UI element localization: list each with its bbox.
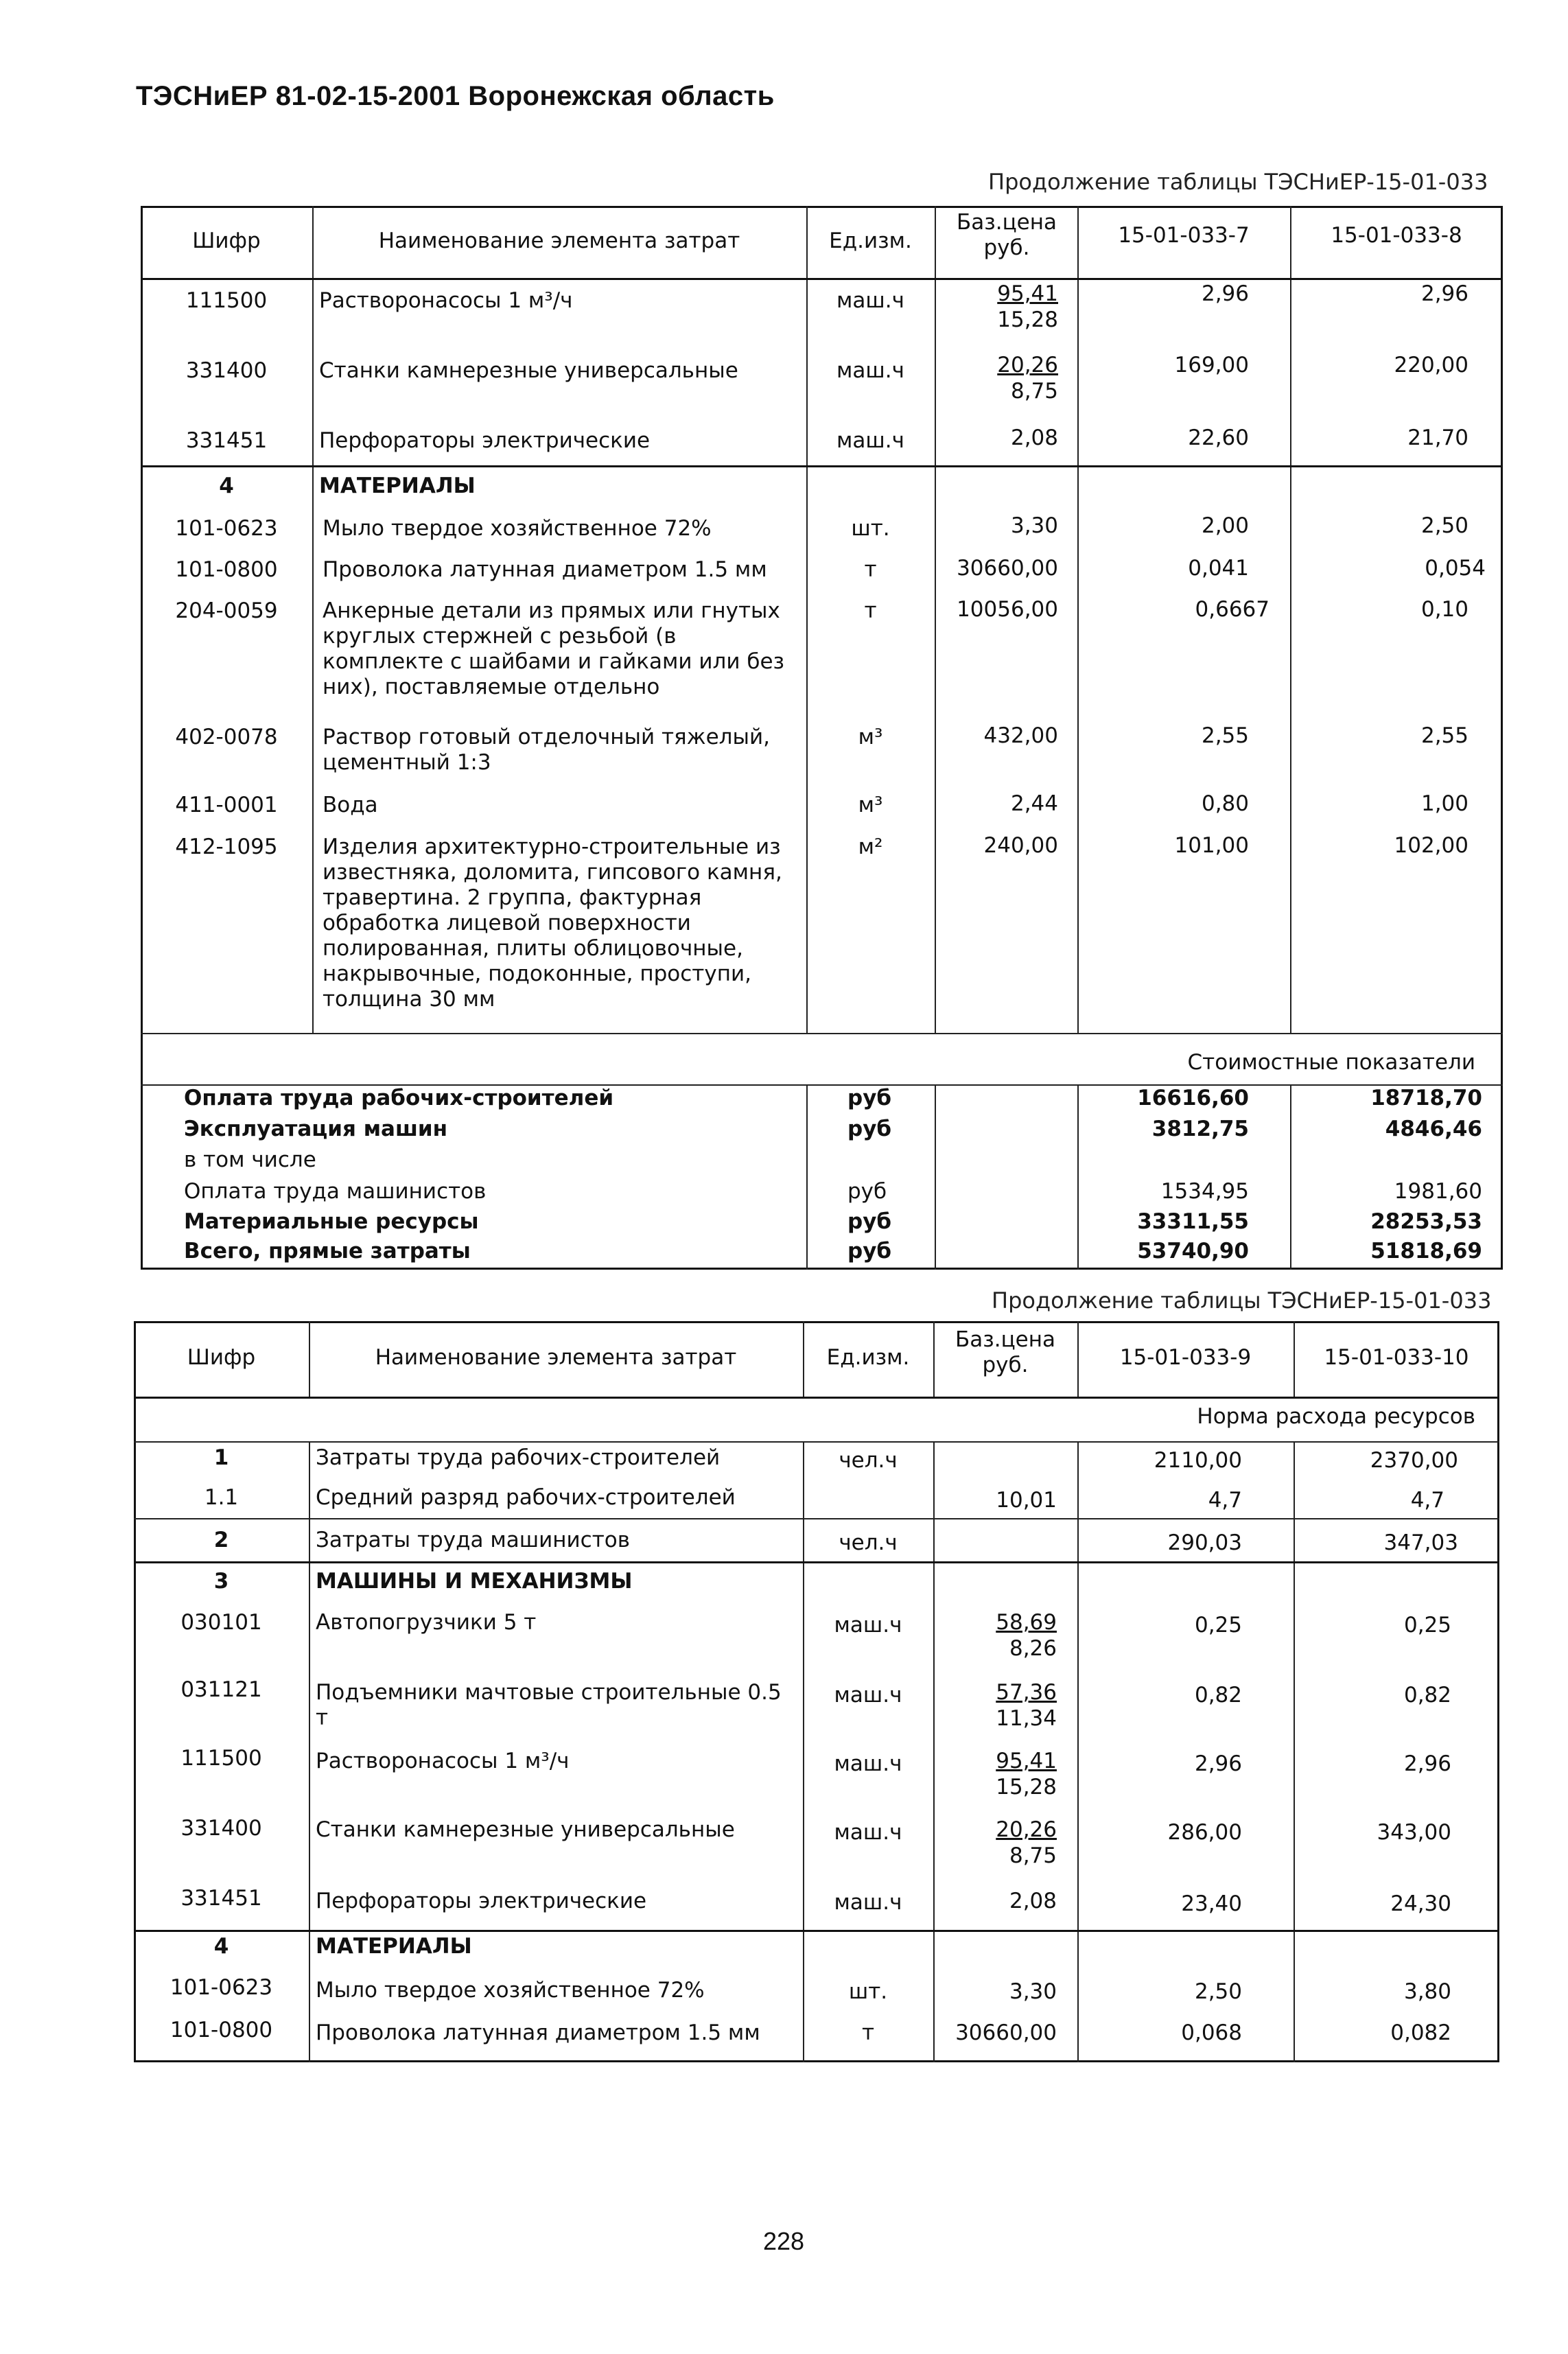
row-price: 20,26 xyxy=(996,1817,1057,1842)
row-value-b: 24,30 xyxy=(1390,1891,1451,1916)
row-value-a: 286,00 xyxy=(1167,1820,1242,1845)
row-unit: м² xyxy=(858,835,883,859)
row-value-a: 169,00 xyxy=(1174,353,1249,377)
row-value-b: 0,10 xyxy=(1420,597,1468,622)
row-price: 2,44 xyxy=(1010,791,1058,816)
row-price-salary: 8,26 xyxy=(1009,1636,1057,1661)
row-unit: маш.ч xyxy=(834,1751,902,1776)
cost-unit: руб xyxy=(847,1117,892,1141)
row-price: 30660,00 xyxy=(955,2020,1057,2045)
row-code: 111500 xyxy=(185,288,268,313)
cost-unit: руб xyxy=(847,1179,887,1204)
table2-header-code: Шифр xyxy=(187,1345,256,1370)
row-name: Мыло твердое хозяйственное 72% xyxy=(316,1978,705,2003)
row-code: 331400 xyxy=(180,1816,262,1841)
row-value-b: 2370,00 xyxy=(1370,1448,1458,1473)
table2-section-line xyxy=(134,1930,1499,1932)
row-price: 57,36 xyxy=(996,1680,1057,1705)
cost-value-b: 18718,70 xyxy=(1370,1086,1482,1110)
row-value-a: 0,068 xyxy=(1181,2020,1242,2045)
cost-label: Оплата труда рабочих-строителей xyxy=(184,1086,614,1110)
section-code: 4 xyxy=(219,474,234,498)
row-value-b: 0,054 xyxy=(1425,556,1486,581)
section-code: 4 xyxy=(213,1934,229,1959)
row-value-b: 0,82 xyxy=(1403,1683,1451,1708)
row-value-a: 2,96 xyxy=(1201,281,1249,306)
row-code: 402-0078 xyxy=(175,725,278,749)
row-value-b: 220,00 xyxy=(1394,353,1468,377)
row-unit: маш.ч xyxy=(834,1890,902,1915)
row-unit: т xyxy=(864,598,877,623)
row-unit: м³ xyxy=(858,725,883,749)
row-name: Средний разряд рабочих-строителей xyxy=(316,1485,736,1510)
row-value-b: 0,082 xyxy=(1390,2020,1451,2045)
row-name: Вода xyxy=(323,793,378,817)
row-value-b: 4,7 xyxy=(1410,1488,1444,1513)
row-unit: чел.ч xyxy=(839,1530,898,1555)
row-price: 58,69 xyxy=(996,1610,1057,1635)
row-unit: м³ xyxy=(858,793,883,817)
row-code: 331451 xyxy=(180,1886,262,1911)
cost-value-a: 16616,60 xyxy=(1137,1086,1249,1110)
row-unit: маш.ч xyxy=(836,358,904,383)
table1-header-line xyxy=(141,278,1503,280)
row-name: Перфораторы электрические xyxy=(316,1889,647,1913)
table1-continuation-label: Продолжение таблицы ТЭСНиЕР-15-01-033 xyxy=(988,169,1488,195)
row-value-b: 2,96 xyxy=(1403,1751,1451,1776)
row-price: 95,41 xyxy=(997,281,1058,306)
cost-unit: руб xyxy=(847,1086,892,1110)
cost-section-header: Стоимостные показатели xyxy=(1187,1050,1475,1075)
row-price-salary: 8,75 xyxy=(1009,1843,1057,1868)
row-unit: маш.ч xyxy=(836,428,904,453)
row-name: Мыло твердое хозяйственное 72% xyxy=(323,516,712,541)
row-value-a: 0,82 xyxy=(1194,1683,1242,1708)
row-code: 331400 xyxy=(185,358,268,383)
row-name: Станки камнерезные универсальные xyxy=(316,1817,735,1842)
row-value-b: 2,50 xyxy=(1420,513,1468,538)
norm-section-header: Норма расхода ресурсов xyxy=(1197,1404,1475,1429)
table2-continuation-label: Продолжение таблицы ТЭСНиЕР-15-01-033 xyxy=(992,1287,1492,1314)
row-price: 20,26 xyxy=(997,353,1058,377)
row-unit: т xyxy=(861,2020,875,2045)
row-name: Автопогрузчики 5 т xyxy=(316,1610,537,1635)
row-code: 030101 xyxy=(180,1610,262,1635)
section-title: МАШИНЫ И МЕХАНИЗМЫ xyxy=(316,1569,633,1594)
row-name: Станки камнерезные универсальные xyxy=(319,358,738,383)
row-name: Проволока латунная диаметром 1.5 мм xyxy=(323,557,767,582)
table1-header-col-a: 15-01-033-7 xyxy=(1118,223,1250,248)
row-unit: шт. xyxy=(848,1979,888,2004)
table2-line xyxy=(134,1518,1499,1519)
row-value-a: 2,50 xyxy=(1194,1979,1242,2004)
row-value-b: 0,25 xyxy=(1403,1613,1451,1638)
table1-line xyxy=(141,1033,1503,1034)
table2-header-col-a: 15-01-033-9 xyxy=(1119,1345,1252,1370)
cost-value-a: 53740,90 xyxy=(1137,1239,1249,1263)
section-code: 3 xyxy=(213,1569,229,1594)
row-code: 101-0800 xyxy=(175,557,278,582)
row-price: 240,00 xyxy=(983,833,1058,858)
cost-value-b: 28253,53 xyxy=(1370,1209,1482,1234)
cost-value-a: 1534,95 xyxy=(1160,1179,1249,1204)
row-code: 031121 xyxy=(180,1677,262,1702)
row-code: 101-0623 xyxy=(175,516,278,541)
row-value-a: 4,7 xyxy=(1208,1488,1242,1513)
table2-header-col-b: 15-01-033-10 xyxy=(1324,1345,1469,1370)
row-name: Раствор готовый отделочный тяжелый, цементный 1:3 xyxy=(323,725,770,775)
row-name: Затраты труда рабочих-строителей xyxy=(316,1445,721,1470)
table1-col-line xyxy=(935,206,936,1033)
row-value-a: 0,041 xyxy=(1188,556,1249,581)
table2-line xyxy=(134,1441,1499,1443)
table2-col-line xyxy=(933,1441,935,2062)
table1-col-line xyxy=(312,206,314,1033)
row-code: 412-1095 xyxy=(175,835,278,859)
row-code: 331451 xyxy=(185,428,268,453)
row-name: Изделия архитектурно-строительные из известняка, доломита, гипсового камня, травертина. 2 группа, фактурная обработка лицевой поверхности полированная, плиты облицовочные, накрывочные, подоконные, проступи, толщина 30 мм xyxy=(323,835,782,1012)
row-value-b: 21,70 xyxy=(1407,426,1468,450)
row-value-b: 1,00 xyxy=(1420,791,1468,816)
row-value-b: 2,96 xyxy=(1420,281,1468,306)
row-code: 2 xyxy=(213,1528,229,1552)
row-name: Затраты труда машинистов xyxy=(316,1528,631,1552)
row-code: 1 xyxy=(213,1445,229,1470)
row-price: 10,01 xyxy=(996,1488,1057,1513)
row-unit: маш.ч xyxy=(834,1820,902,1845)
row-value-a: 2110,00 xyxy=(1154,1448,1242,1473)
cost-label: Материальные ресурсы xyxy=(184,1209,479,1234)
table2-header-name: Наименование элемента затрат xyxy=(375,1345,737,1370)
row-code: 1.1 xyxy=(204,1485,239,1510)
row-name: Перфораторы электрические xyxy=(319,428,651,453)
table1-section-line xyxy=(141,465,1503,467)
row-price: 2,08 xyxy=(1010,426,1058,450)
row-value-a: 0,6667 xyxy=(1195,597,1269,622)
row-value-a: 0,25 xyxy=(1194,1613,1242,1638)
row-value-b: 2,55 xyxy=(1420,723,1468,748)
table2-header-line xyxy=(134,1397,1499,1399)
row-price: 2,08 xyxy=(1009,1889,1057,1913)
row-price: 10056,00 xyxy=(957,597,1058,622)
row-code: 411-0001 xyxy=(175,793,278,817)
row-value-a: 23,40 xyxy=(1181,1891,1242,1916)
row-name: Подъемники мачтовые строительные 0.5 т xyxy=(316,1680,782,1730)
row-value-a: 22,60 xyxy=(1188,426,1249,450)
cost-label: Оплата труда машинистов xyxy=(184,1179,487,1204)
row-price: 432,00 xyxy=(983,723,1058,748)
section-title: МАТЕРИАЛЫ xyxy=(319,474,476,498)
table1-header-unit: Ед.изм. xyxy=(829,229,912,253)
row-price: 3,30 xyxy=(1009,1979,1057,2004)
row-unit: чел.ч xyxy=(839,1448,898,1473)
row-price: 30660,00 xyxy=(957,556,1058,581)
row-name: Растворонасосы 1 м³/ч xyxy=(316,1749,570,1773)
row-price-salary: 15,28 xyxy=(997,307,1058,332)
table2-col-line xyxy=(309,1441,310,2062)
table2-section-line xyxy=(134,1561,1499,1563)
table2-header-unit: Ед.изм. xyxy=(826,1345,910,1370)
page-number: 228 xyxy=(762,2227,805,2255)
row-code: 101-0800 xyxy=(169,2018,273,2042)
table1-header-price: Баз.цена руб. xyxy=(956,210,1057,260)
cost-unit: руб xyxy=(847,1239,892,1263)
row-code: 101-0623 xyxy=(169,1975,273,2000)
cost-label: в том числе xyxy=(184,1147,316,1172)
table1-header-name: Наименование элемента затрат xyxy=(378,229,740,253)
cost-value-b: 51818,69 xyxy=(1370,1239,1482,1263)
cost-value-b: 1981,60 xyxy=(1394,1179,1482,1204)
row-value-b: 343,00 xyxy=(1377,1820,1451,1845)
row-price-salary: 15,28 xyxy=(996,1775,1057,1799)
table2-header-price: Баз.цена руб. xyxy=(955,1327,1056,1377)
row-name: Растворонасосы 1 м³/ч xyxy=(319,288,573,313)
cost-value-a: 3812,75 xyxy=(1151,1117,1249,1141)
row-unit: маш.ч xyxy=(836,288,904,313)
row-value-a: 2,00 xyxy=(1201,513,1249,538)
row-value-a: 290,03 xyxy=(1167,1530,1242,1555)
row-name: Анкерные детали из прямых или гнутых круглых стержней с резьбой (в комплекте с шайбами и гайками или без них), поставляемые отдельно xyxy=(323,598,785,699)
table1-header-code: Шифр xyxy=(192,229,261,253)
row-price: 3,30 xyxy=(1010,513,1058,538)
cost-value-b: 4846,46 xyxy=(1385,1117,1482,1141)
section-title: МАТЕРИАЛЫ xyxy=(316,1934,472,1959)
row-value-b: 3,80 xyxy=(1403,1979,1451,2004)
row-price: 95,41 xyxy=(996,1749,1057,1773)
table2-col-line xyxy=(933,1321,935,1397)
cost-value-a: 33311,55 xyxy=(1137,1209,1249,1234)
row-value-b: 102,00 xyxy=(1394,833,1468,858)
table1-header-col-b: 15-01-033-8 xyxy=(1331,223,1462,248)
row-unit: шт. xyxy=(851,516,890,541)
document-title: ТЭСНиЕР 81-02-15-2001 Воронежская область xyxy=(136,81,775,111)
table1-col-line xyxy=(935,1084,936,1270)
row-unit: маш.ч xyxy=(834,1683,902,1708)
table1-col-line xyxy=(806,1084,808,1270)
cost-unit: руб xyxy=(847,1209,892,1234)
row-unit: т xyxy=(864,557,877,582)
row-value-b: 347,03 xyxy=(1383,1530,1458,1555)
row-code: 111500 xyxy=(180,1746,262,1771)
row-value-a: 2,55 xyxy=(1201,723,1249,748)
row-price-salary: 8,75 xyxy=(1010,379,1058,404)
row-price-salary: 11,34 xyxy=(996,1706,1057,1731)
row-code: 204-0059 xyxy=(175,598,278,623)
row-value-a: 101,00 xyxy=(1174,833,1249,858)
row-value-a: 0,80 xyxy=(1201,791,1249,816)
row-unit: маш.ч xyxy=(834,1613,902,1638)
cost-label: Эксплуатация машин xyxy=(184,1117,448,1141)
row-name: Проволока латунная диаметром 1.5 мм xyxy=(316,2020,760,2045)
cost-label: Всего, прямые затраты xyxy=(184,1239,471,1263)
row-value-a: 2,96 xyxy=(1194,1751,1242,1776)
